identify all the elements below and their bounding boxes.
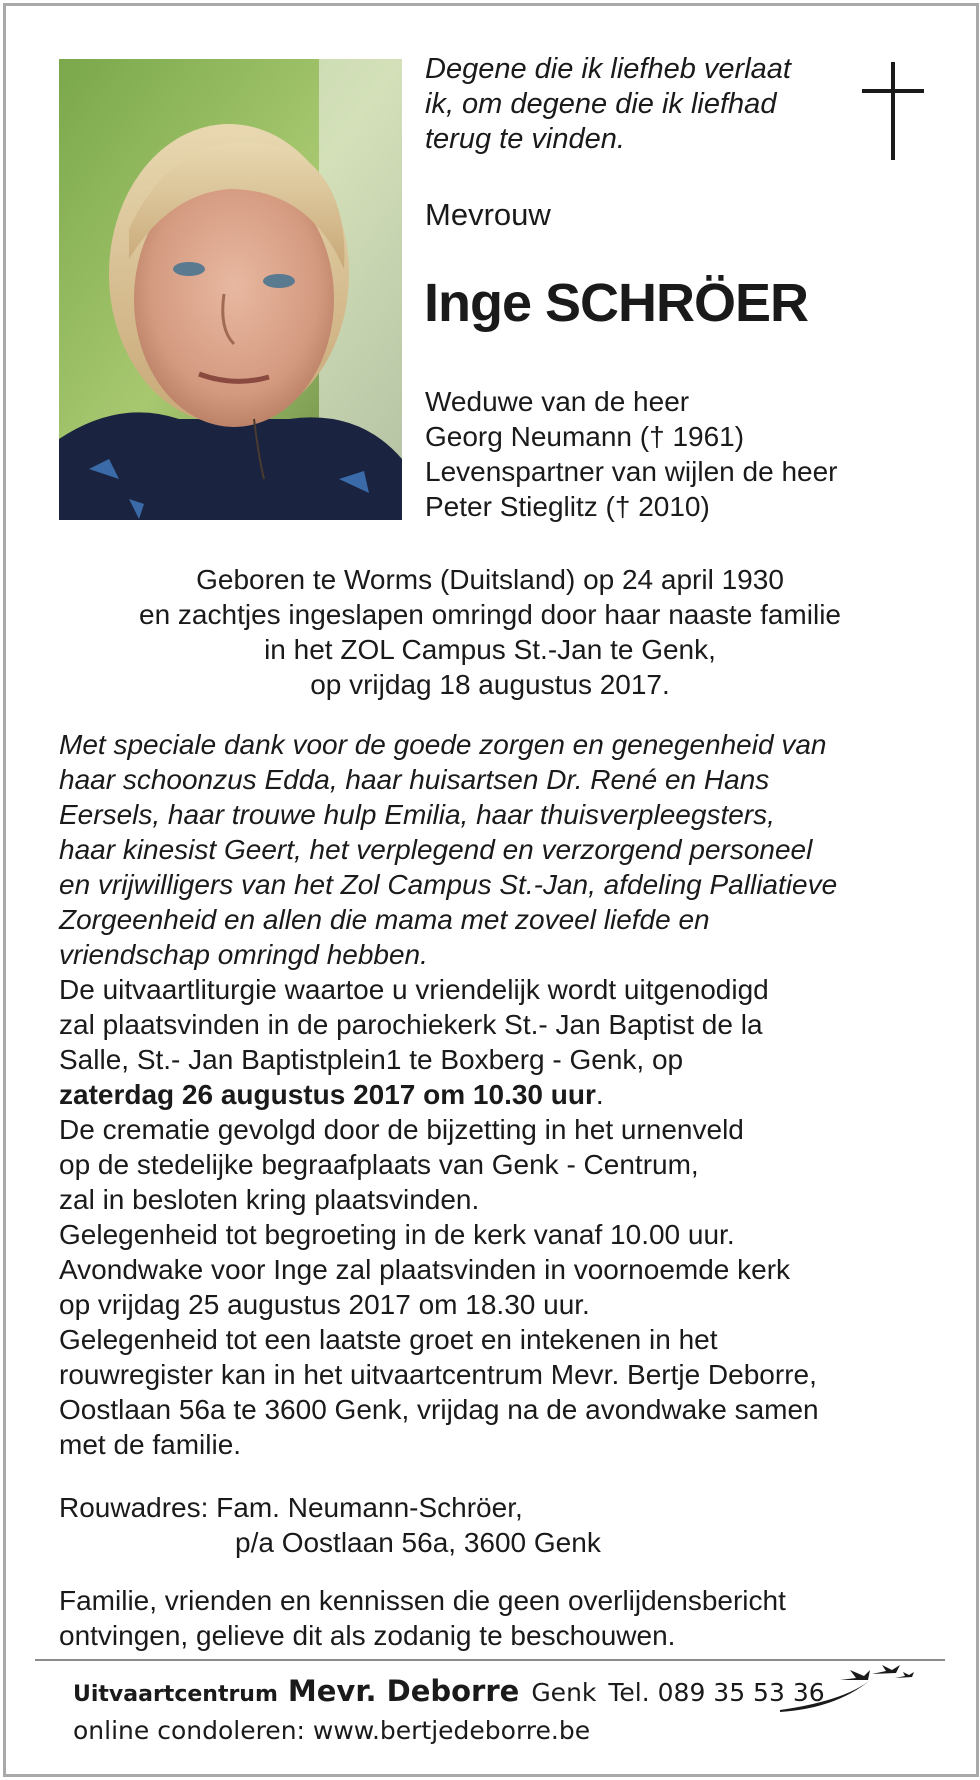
birth-line: Geboren te Worms (Duitsland) op 24 april 1930 [196, 564, 784, 595]
after-line: rouwregister kan in het uitvaartcentrum Mevr. Bertje Deborre, [59, 1359, 817, 1390]
address-line: p/a Oostlaan 56a, 3600 Genk [235, 1527, 601, 1558]
thanks-line: Zorgeenheid en allen die mama met zoveel liefde en [59, 904, 710, 935]
ceremony-date-suffix: . [595, 1079, 604, 1110]
quote-line: Degene die ik liefheb verlaat [425, 53, 791, 85]
relation-line: Peter Stieglitz († 2010) [425, 491, 710, 522]
after-line: De crematie gevolgd door de bijzetting in het urnenveld [59, 1114, 744, 1145]
after-line: op vrijdag 25 augustus 2017 om 18.30 uur. [59, 1289, 590, 1320]
memorial-quote [425, 52, 791, 157]
after-line: op de stedelijke begraafplaats van Genk - Centrum, [59, 1149, 699, 1180]
relation-line: Georg Neumann († 1961) [425, 421, 745, 452]
portrait-photo [59, 59, 402, 520]
birth-death-block [60, 562, 920, 702]
after-line: zal in besloten kring plaatsvinden. [59, 1184, 480, 1215]
thanks-line: Eersels, haar trouwe hulp Emilia, haar thuisverpleegsters, [59, 799, 775, 830]
main-text [59, 727, 939, 1462]
thanks-line: haar kinesist Geert, het verplegend en verzorgend personeel [59, 834, 813, 865]
relation-line: Weduwe van de heer [425, 386, 690, 417]
birth-line: en zachtjes ingeslapen omringd door haar naaste familie [139, 599, 841, 630]
ceremony-date-line [59, 1077, 939, 1112]
quote-line: ik, om degene die ik liefhad [425, 88, 777, 120]
funeral-home-city: Genk [531, 1678, 597, 1707]
funeral-home-label: Uitvaartcentrum [73, 1682, 278, 1707]
thanks-line: vriendschap omringd hebben. [59, 939, 428, 970]
birds-logo [780, 1664, 915, 1714]
funeral-home-name: Mevr. Deborre [287, 1674, 520, 1708]
salutation: Mevrouw [425, 197, 551, 232]
thanks-paragraph [59, 727, 939, 972]
birth-line: in het ZOL Campus St.-Jan te Genk, [264, 634, 716, 665]
closing-line: ontvingen, gelieve dit als zodanig te beschouwen. [59, 1620, 676, 1651]
funeral-home-phone: Tel. 089 35 53 36 [608, 1678, 825, 1707]
thanks-line: haar schoonzus Edda, haar huisartsen Dr. René en Hans [59, 764, 770, 795]
ceremony-line: zal plaatsvinden in de parochiekerk St.- Jan Baptist de la [59, 1009, 763, 1040]
thanks-line: Met speciale dank voor de goede zorgen en genegenheid van [59, 729, 827, 760]
address-line: Rouwadres: Fam. Neumann-Schröer, [59, 1492, 523, 1523]
closing-note [59, 1583, 786, 1653]
thanks-line: en vrijwilligers van het Zol Campus St.-Jan, afdeling Palliatieve [59, 869, 838, 900]
funeral-home-line [73, 1674, 825, 1708]
after-line: Gelegenheid tot een laatste groet en intekenen in het [59, 1324, 718, 1355]
closing-line: Familie, vrienden en kennissen die geen overlijdensbericht [59, 1585, 786, 1616]
ceremony-line: Salle, St.- Jan Baptistplein1 te Boxberg - Genk, op [59, 1044, 684, 1075]
after-line: met de familie. [59, 1429, 242, 1460]
deceased-name: Inge SCHRÖER [424, 273, 809, 333]
mourning-address [59, 1490, 601, 1560]
online-condolence-link[interactable]: online condoleren: www.bertjedeborre.be [73, 1716, 591, 1745]
birth-line: op vrijdag 18 augustus 2017. [310, 669, 670, 700]
after-line: Oostlaan 56a te 3600 Genk, vrijdag na de avondwake samen [59, 1394, 819, 1425]
relations-block [425, 384, 837, 524]
after-line: Avondwake voor Inge zal plaatsvinden in voornoemde kerk [59, 1254, 791, 1285]
after-line: Gelegenheid tot begroeting in de kerk vanaf 10.00 uur. [59, 1219, 735, 1250]
ceremony-date: zaterdag 26 augustus 2017 om 10.30 uur [59, 1079, 596, 1110]
quote-line: terug te vinden. [425, 123, 625, 155]
after-paragraph [59, 1112, 939, 1462]
relation-line: Levenspartner van wijlen de heer [425, 456, 838, 487]
ceremony-paragraph [59, 972, 939, 1112]
ceremony-line: De uitvaartliturgie waartoe u vriendelijk wordt uitgenodigd [59, 974, 769, 1005]
latin-cross-icon [862, 62, 924, 160]
footer-divider [35, 1659, 945, 1661]
